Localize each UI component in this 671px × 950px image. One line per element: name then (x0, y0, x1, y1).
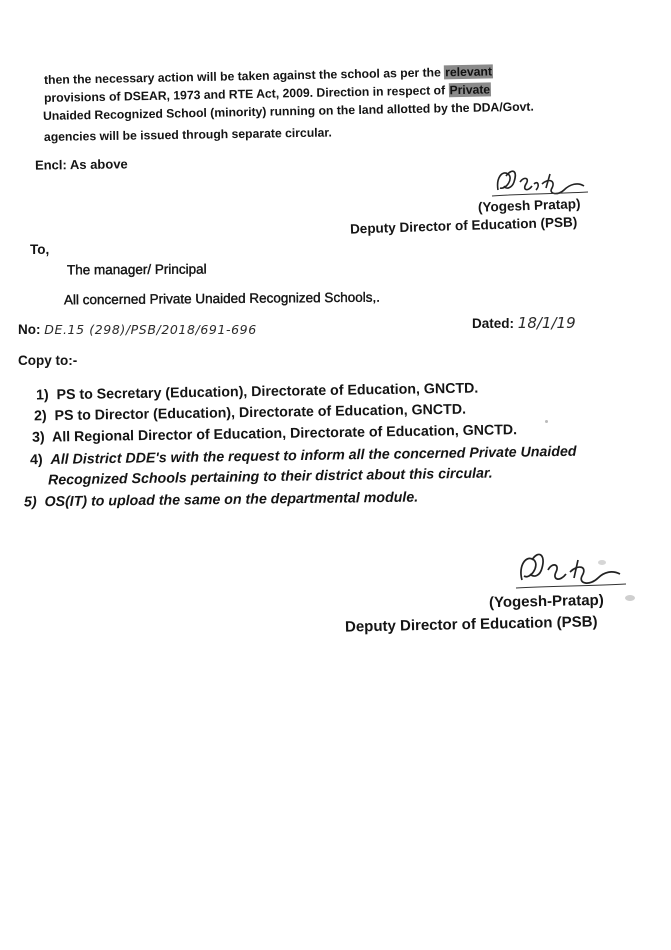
copy-item-1: 1) PS to Secretary (Education), Directorate of Education, GNCTD. (35, 380, 479, 404)
paragraph-line-3: Unaided Recognized School (minority) running on the land allotted by the DDA/Govt. (42, 99, 534, 123)
signature-1-designation: Deputy Director of Education (PSB) (349, 214, 578, 237)
scan-speck (598, 560, 606, 565)
copy-item-4: 4) All District DDE's with the request to inform all the concerned Private Unaided (29, 443, 577, 469)
to-label: To, (30, 242, 50, 257)
copy-item-2: 2) PS to Director (Education), Directorate of Education, GNCTD. (33, 401, 467, 425)
dated-label: Dated: (472, 316, 515, 331)
signature-2-mark (510, 540, 630, 600)
highlight-relevant: relevant (445, 64, 493, 80)
reference-date (472, 316, 576, 331)
reference-no-label: No: (18, 322, 41, 337)
paragraph-line-4: agencies will be issued through separate circular. (43, 125, 332, 144)
copy-to-heading: Copy to:- (18, 353, 78, 368)
addressee-line-2: All concerned Private Unaided Recognized Schools,. (63, 289, 380, 308)
reference-no-value: DE.15 (298)/PSB/2018/691-696 (44, 322, 257, 337)
paragraph-line-2: provisions of DSEAR, 1973 and RTE Act, 2009. Direction in respect of Private (43, 82, 491, 105)
addressee-line-1: The manager/ Principal (66, 261, 207, 278)
highlight-private: Private (449, 82, 491, 98)
enclosure-note: Encl: As above (34, 156, 128, 173)
copy-item-4-continued: Recognized Schools pertaining to their district about this circular. (47, 465, 493, 489)
reference-number (18, 323, 257, 337)
scan-speck (625, 595, 635, 601)
signature-1-name: (Yogesh Pratap) (477, 196, 581, 215)
copy-item-5: 5) OS(IT) to upload the same on the departmental module. (23, 489, 419, 511)
copy-item-3: 3) All Regional Director of Education, Directorate of Education, GNCTD. (31, 422, 518, 446)
dated-value: 18/1/19 (517, 314, 576, 332)
paragraph-line-1: then the necessary action will be taken against the school as per the relevant (43, 64, 493, 87)
signature-2-designation: Deputy Director of Education (PSB) (344, 613, 598, 636)
signature-2-name: (Yogesh-Pratap) (488, 591, 604, 612)
scan-speck (545, 420, 548, 423)
